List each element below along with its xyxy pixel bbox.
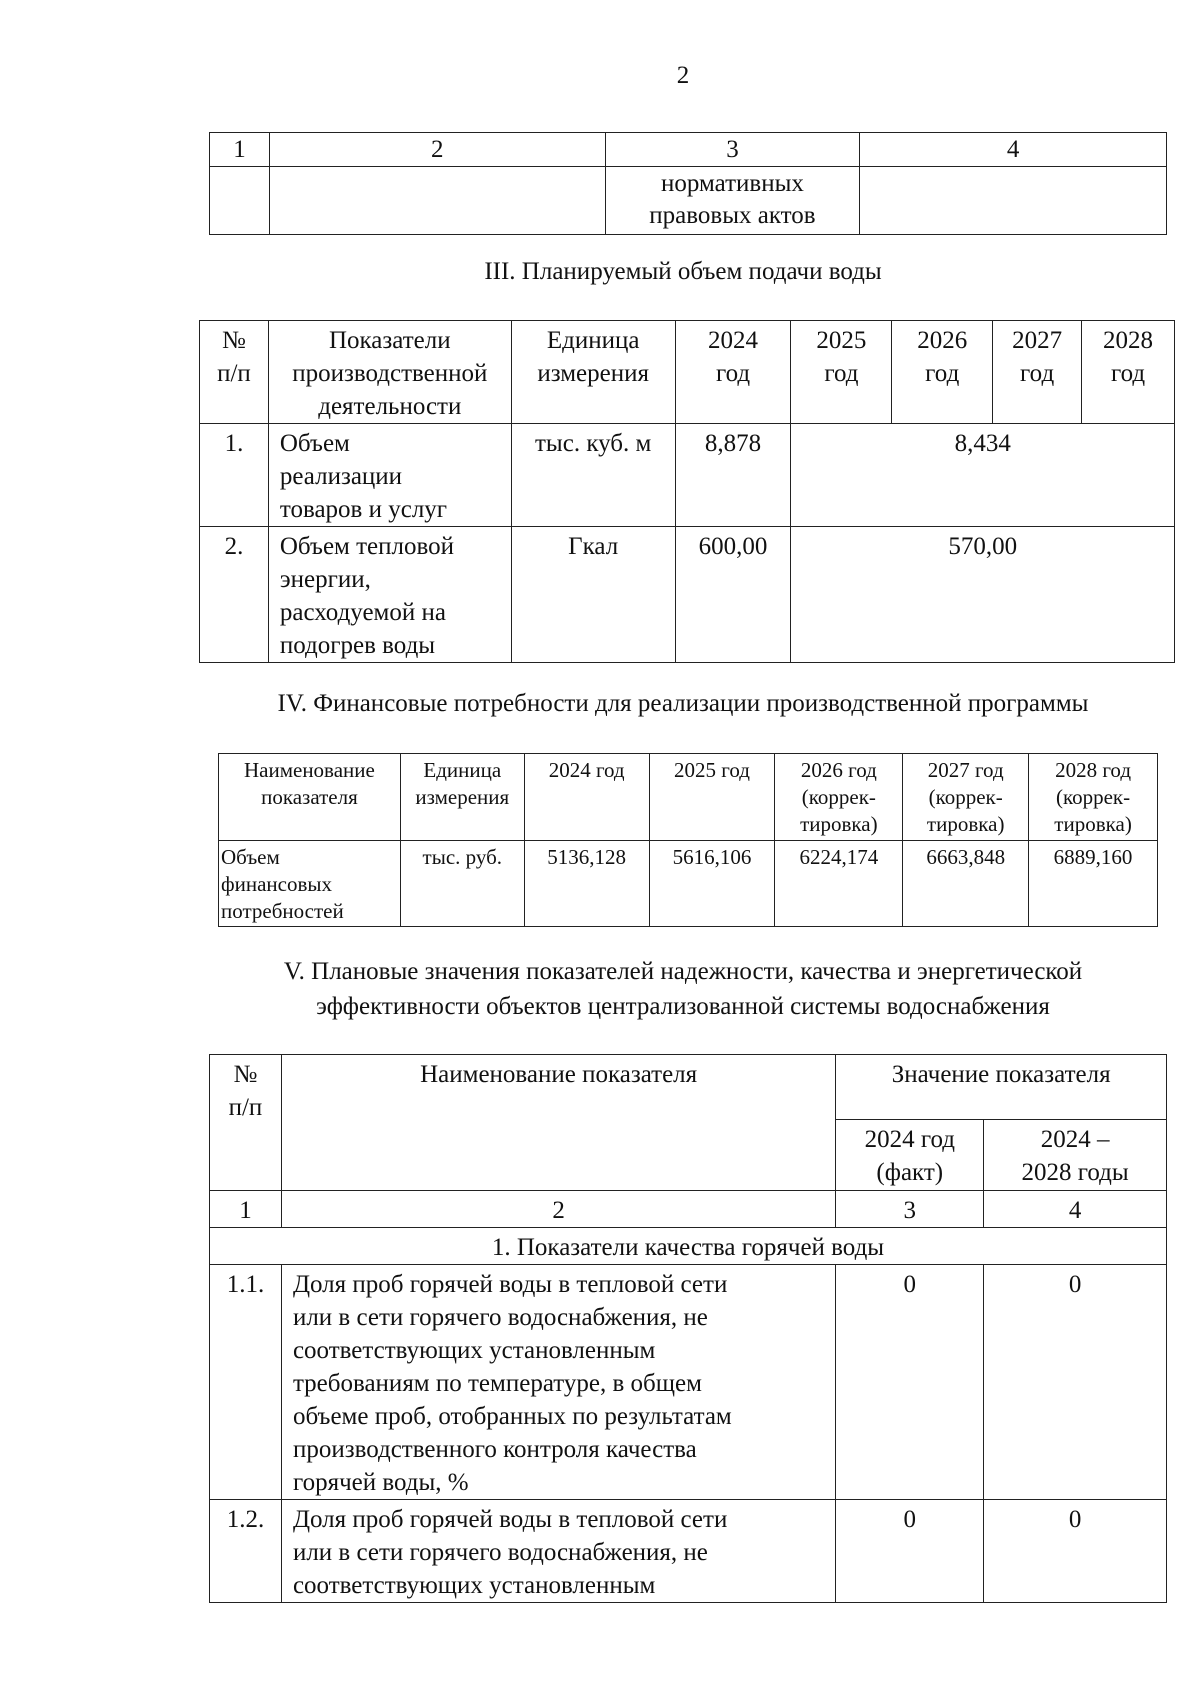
cell-line: № (233, 1061, 258, 1088)
cell-line: 2025 (816, 327, 867, 354)
header-year-2024 (675, 321, 791, 424)
cell-line: или в сети горячего водоснабжения, не (292, 1304, 708, 1331)
table-cell (269, 167, 605, 235)
cell-line: 2026 (917, 327, 968, 354)
cell-line: товаров и услуг (279, 496, 448, 523)
continuation-table (209, 132, 1167, 235)
cell-line: Показатели (328, 327, 451, 354)
header-unit (511, 321, 675, 424)
header-value: Значение показателя (836, 1055, 1167, 1120)
table-header-row (200, 321, 1175, 424)
header-name (219, 754, 401, 841)
row-value-2024: 8,878 (675, 424, 791, 527)
cell-line: или в сети горячего водоснабжения, не (292, 1539, 708, 1566)
cell-line: п/п (228, 1094, 263, 1121)
table-row (200, 424, 1175, 527)
cell-line: производственной (292, 360, 488, 387)
row-num: 2. (200, 527, 269, 663)
cell-line: расходуемой на (279, 599, 446, 626)
cell-line: горячей воды, % (292, 1469, 469, 1496)
row-value-2024: 600,00 (675, 527, 791, 663)
cell-line: Объем (221, 845, 280, 869)
table-header-row (219, 754, 1158, 841)
cell-line: Единица (423, 758, 502, 782)
row-name (219, 841, 401, 927)
row-value-2024: 5136,128 (524, 841, 649, 927)
table-row (210, 1500, 1167, 1603)
row-unit: Гкал (511, 527, 675, 663)
cell-line: Объем тепловой (279, 533, 455, 560)
header-name: Наименование показателя (281, 1055, 835, 1191)
cell-line: показателя (261, 785, 358, 809)
cell-line: 2028 год (1055, 758, 1132, 782)
group-title: 1. Показатели качества горячей воды (210, 1228, 1167, 1265)
cell-line: нормативных (660, 170, 804, 197)
cell-line: № (222, 327, 246, 354)
row-value-2027: 6663,848 (903, 841, 1029, 927)
row-num: 1.2. (210, 1500, 282, 1603)
cell-line: 2028 (1103, 327, 1154, 354)
group-row (210, 1228, 1167, 1265)
cell-line: требованиям по температуре, в общем (292, 1370, 702, 1397)
row-num: 1.1. (210, 1265, 282, 1500)
table-row (219, 841, 1158, 927)
cell-line: год (1020, 360, 1055, 387)
cell-line: (коррек- (1055, 785, 1131, 809)
header-year-2027 (903, 754, 1029, 841)
table-cell: 4 (984, 1191, 1167, 1228)
section-4-title: IV. Финансовые потребности для реализации производственной программы (277, 690, 1089, 717)
cell-line: Единица (546, 327, 640, 354)
cell-line: Доля проб горячей воды в тепловой сети (292, 1271, 728, 1298)
header-year-2027 (993, 321, 1082, 424)
header-year-2025 (791, 321, 892, 424)
cell-line: 2024 год (864, 1126, 955, 1153)
row-value-2025-2028: 570,00 (791, 527, 1175, 663)
cell-line: 2026 год (800, 758, 877, 782)
table-cell: 2 (269, 133, 605, 167)
table-cell: 2 (281, 1191, 835, 1228)
water-supply-table (199, 320, 1175, 663)
cell-line: соответствующих установленным (292, 1572, 656, 1599)
section-3-title: III. Планируемый объем подачи воды (484, 258, 882, 285)
header-year-2028 (1029, 754, 1158, 841)
table-header-row (210, 1055, 1167, 1120)
row-value-2025: 5616,106 (649, 841, 775, 927)
header-unit (400, 754, 524, 841)
cell-line: (коррек- (928, 785, 1003, 809)
table-row (210, 1265, 1167, 1500)
table-cell: 3 (605, 133, 860, 167)
cell-line: правовых актов (649, 202, 816, 229)
row-plan: 0 (984, 1500, 1167, 1603)
header-year-2026 (892, 321, 993, 424)
table-cell: 1 (210, 133, 270, 167)
section-5-title-line1: V. Плановые значения показателей надежности, качества и энергетической (283, 958, 1083, 985)
cell-line: реализации (279, 463, 403, 490)
cell-line: 2027 год (927, 758, 1004, 782)
cell-line: подогрев воды (279, 632, 436, 659)
table-cell (210, 167, 270, 235)
cell-line: соответствующих установленным (292, 1337, 656, 1364)
cell-line: год (715, 360, 751, 387)
table-cell: 4 (860, 133, 1167, 167)
table-cell (860, 167, 1167, 235)
row-fact: 0 (836, 1265, 984, 1500)
column-number-row (210, 1191, 1167, 1228)
header-year-2028 (1082, 321, 1175, 424)
cell-line: 2028 годы (1021, 1159, 1129, 1186)
header-indicator (268, 321, 511, 424)
table-cell: 3 (836, 1191, 984, 1228)
table-row (200, 527, 1175, 663)
section-5-title-line2: эффективности объектов централизованной системы водоснабжения (316, 993, 1050, 1020)
cell-line: измерения (415, 785, 510, 809)
cell-line: тировка) (926, 812, 1005, 836)
cell-line: (факт) (876, 1159, 944, 1186)
cell-line: Объем (279, 430, 350, 457)
row-name (268, 527, 511, 663)
header-num (210, 1055, 282, 1191)
row-value-2025-2028: 8,434 (791, 424, 1175, 527)
table-header-row (210, 133, 1167, 167)
row-num: 1. (200, 424, 269, 527)
header-year-2025: 2025 год (649, 754, 775, 841)
cell-line: 2027 (1012, 327, 1063, 354)
header-year-2026 (775, 754, 903, 841)
row-value-2028: 6889,160 (1029, 841, 1158, 927)
cell-line: год (925, 360, 960, 387)
cell-line: деятельности (318, 393, 462, 420)
indicators-table (209, 1054, 1167, 1603)
cell-line: финансовых (221, 872, 332, 896)
row-text (281, 1500, 835, 1603)
header-year-2024: 2024 год (524, 754, 649, 841)
cell-line: измерения (537, 360, 649, 387)
financial-needs-table (218, 753, 1158, 927)
cell-line: Доля проб горячей воды в тепловой сети (292, 1506, 728, 1533)
cell-line: тировка) (1054, 812, 1132, 836)
cell-line: производственного контроля качества (292, 1436, 697, 1463)
page-number: 2 (676, 62, 690, 89)
table-cell: 1 (210, 1191, 282, 1228)
row-name (268, 424, 511, 527)
cell-line: объеме проб, отобранных по результатам (292, 1403, 732, 1430)
table-row (210, 167, 1167, 235)
cell-line: (коррек- (801, 785, 876, 809)
row-unit: тыс. куб. м (511, 424, 675, 527)
row-value-2026: 6224,174 (775, 841, 903, 927)
row-plan: 0 (984, 1265, 1167, 1500)
row-fact: 0 (836, 1500, 984, 1603)
cell-line: п/п (217, 360, 251, 387)
row-unit: тыс. руб. (400, 841, 524, 927)
cell-line: год (1110, 360, 1146, 387)
cell-line: потребностей (221, 899, 344, 923)
header-fact (836, 1120, 984, 1191)
row-text (281, 1265, 835, 1500)
table-cell (605, 167, 860, 235)
cell-line: 2024 (708, 327, 759, 354)
cell-line: энергии, (279, 566, 371, 593)
cell-line: 2024 – (1040, 1126, 1110, 1153)
header-plan (984, 1120, 1167, 1191)
header-num (200, 321, 269, 424)
cell-line: тировка) (800, 812, 878, 836)
cell-line: год (824, 360, 859, 387)
cell-line: Наименование (243, 758, 375, 782)
